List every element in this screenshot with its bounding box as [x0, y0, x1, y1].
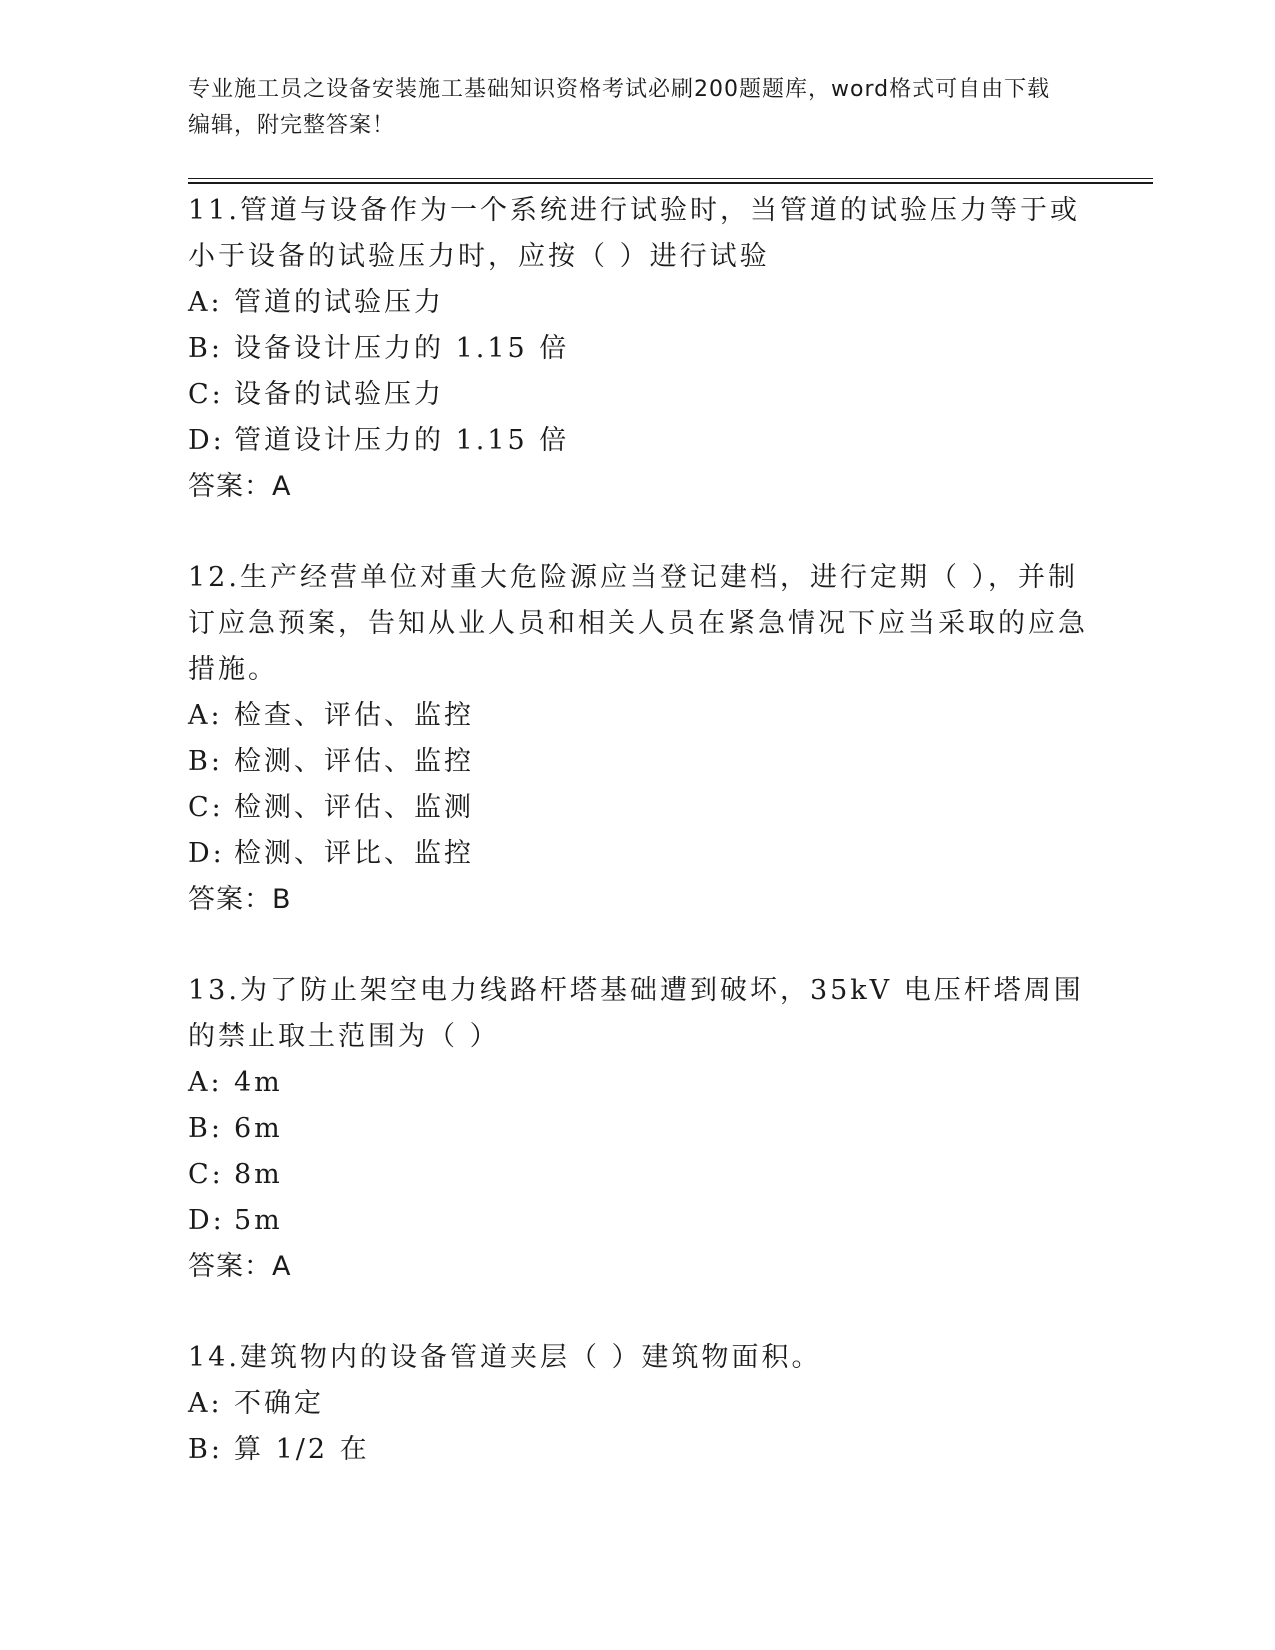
question-13 — [188, 968, 1088, 1290]
answer-line: 答案：A — [188, 471, 292, 502]
option-a — [188, 693, 1088, 739]
option-d — [188, 1198, 1088, 1244]
document-header: 专业施工员之设备安装施工基础知识资格考试必刷200题题库，word格式可自由下载编辑，附完整答案！ — [188, 77, 1051, 138]
question-list — [188, 188, 1088, 1518]
option-b — [188, 1106, 1088, 1152]
option-key: C: — [188, 792, 224, 823]
option-d — [188, 831, 1088, 877]
option-text: 5m — [234, 1205, 283, 1236]
option-b — [188, 1427, 1088, 1473]
option-text: 设备的试验压力 — [234, 379, 444, 410]
option-key: B: — [188, 1113, 223, 1144]
option-a — [188, 1060, 1088, 1106]
option-text: 不确定 — [234, 1388, 324, 1419]
option-text: 检查、评估、监控 — [234, 700, 474, 731]
option-c — [188, 372, 1088, 418]
answer-line: 答案：B — [188, 884, 292, 915]
question-11 — [188, 188, 1088, 510]
option-d — [188, 418, 1088, 464]
option-key: A: — [188, 287, 223, 318]
answer-line: 答案：A — [188, 1251, 292, 1282]
option-text: 检测、评比、监控 — [234, 838, 474, 869]
option-text: 管道设计压力的 1.15 倍 — [234, 425, 570, 456]
header-divider-thin — [188, 178, 1153, 179]
question-stem: 14.建筑物内的设备管道夹层（ ）建筑物面积。 — [188, 1342, 822, 1373]
option-text: 6m — [234, 1113, 283, 1144]
option-text: 检测、评估、监控 — [234, 746, 474, 777]
question-stem: 12.生产经营单位对重大危险源应当登记建档，进行定期（ ），并制订应急预案，告知从业人员和相关人员在紧急情况下应当采取的应急措施。 — [188, 562, 1088, 685]
question-12 — [188, 555, 1088, 923]
option-a — [188, 1381, 1088, 1427]
option-b — [188, 326, 1088, 372]
option-c — [188, 785, 1088, 831]
question-stem: 11.管道与设备作为一个系统进行试验时，当管道的试验压力等于或小于设备的试验压力时，应按（ ）进行试验 — [188, 195, 1080, 272]
option-text: 8m — [234, 1159, 283, 1190]
option-key: D: — [188, 425, 225, 456]
option-a — [188, 280, 1088, 326]
question-14 — [188, 1335, 1088, 1473]
option-text: 管道的试验压力 — [234, 287, 444, 318]
option-text: 4m — [234, 1067, 283, 1098]
option-text: 算 1/2 在 — [234, 1434, 370, 1465]
option-key: A: — [188, 1388, 223, 1419]
option-key: B: — [188, 746, 223, 777]
option-text: 设备设计压力的 1.15 倍 — [234, 333, 570, 364]
option-key: A: — [188, 1067, 223, 1098]
option-key: D: — [188, 1205, 225, 1236]
option-key: C: — [188, 379, 224, 410]
option-text: 检测、评估、监测 — [234, 792, 474, 823]
option-key: A: — [188, 700, 223, 731]
option-key: B: — [188, 333, 223, 364]
option-key: D: — [188, 838, 225, 869]
option-c — [188, 1152, 1088, 1198]
option-key: B: — [188, 1434, 223, 1465]
question-stem: 13.为了防止架空电力线路杆塔基础遭到破坏，35kV 电压杆塔周围的禁止取土范围为（ ） — [188, 975, 1084, 1052]
option-b — [188, 739, 1088, 785]
option-key: C: — [188, 1159, 224, 1190]
header-divider-thick — [188, 182, 1153, 184]
